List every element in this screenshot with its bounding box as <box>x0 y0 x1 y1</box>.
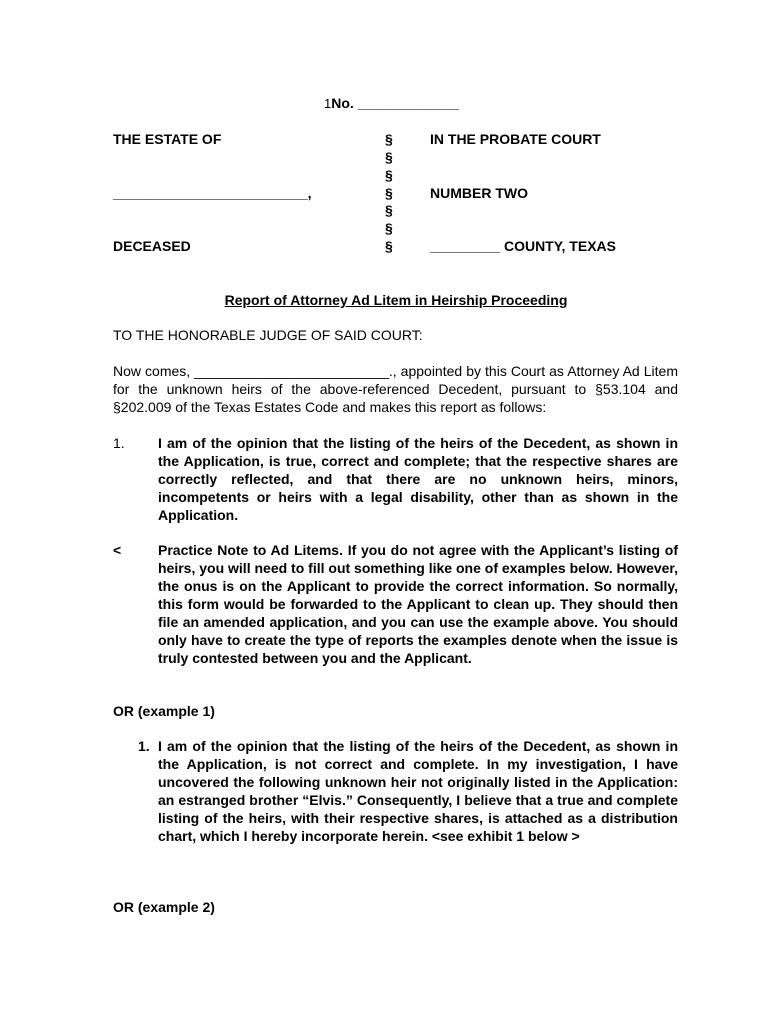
footnote-mark: 1 <box>324 96 332 111</box>
intro-paragraph: Now comes, _________________________., appointed by this Court as Attorney Ad Litem for the unknown heirs of the above-referenced Decedent, pursuant to §53.104 and §202.009 of the Texas Estates Code and makes this report as follows: <box>113 363 678 415</box>
document-title: Report of Attorney Ad Litem in Heirship Proceeding <box>224 292 568 308</box>
decedent-name-blank: _________________________, <box>113 185 312 201</box>
section-mark: § <box>385 185 393 201</box>
section-mark: § <box>385 131 393 147</box>
practice-note-text: Practice Note to Ad Litems. If you do not agree with the Applicant’s listing of heirs, you will need to fill out something like one of examples below. However, the onus is on the Applicant to provide the correct information. So normally, this form would be forwarded to the Applicant to clean up. They should then file an amended application, and you can use the example above. You should only have to create the type of reports the examples denote when the issue is truly contested between you and the Applicant. <box>158 542 678 666</box>
case-number-label: No. _____________ <box>331 95 459 111</box>
court-number-label: NUMBER TWO <box>430 185 528 201</box>
county-label: _________ COUNTY, TEXAS <box>430 238 616 254</box>
deceased-label: DECEASED <box>113 238 191 254</box>
item-1-text: I am of the opinion that the listing of the heirs of the Decedent, as shown in the Application, is true, correct and complete; that the respective shares are correctly reflected, and that there are no unknown heirs, minors, incompetents or heirs with a legal disability, other than as shown in the Application. <box>158 435 678 523</box>
example-1-marker: 1. <box>138 738 150 754</box>
example-2-heading: OR (example 2) <box>113 899 215 915</box>
court-label: IN THE PROBATE COURT <box>430 131 601 147</box>
example-1-text: I am of the opinion that the listing of the heirs of the Decedent, as shown in the Application, is not correct and complete. In my investigation, I have uncovered the following unknown heir not originally listed in the Application: an estranged brother “Elvis.” Consequently, I believe that a true and complete listing of the heirs, with their respective shares, is attached as a distribution chart, which I hereby incorporate herein. <see exhibit 1 below > <box>158 738 678 844</box>
section-mark: § <box>385 238 393 254</box>
estate-of-label: THE ESTATE OF <box>113 131 222 147</box>
section-mark: § <box>385 220 393 236</box>
item-1-marker: 1. <box>113 435 125 451</box>
practice-note-marker: < <box>113 542 122 558</box>
example-1-heading: OR (example 1) <box>113 703 215 719</box>
salutation: TO THE HONORABLE JUDGE OF SAID COURT: <box>113 327 423 343</box>
case-number-line <box>324 94 459 113</box>
section-mark: § <box>385 167 393 183</box>
section-mark: § <box>385 149 393 165</box>
section-mark: § <box>385 202 393 218</box>
